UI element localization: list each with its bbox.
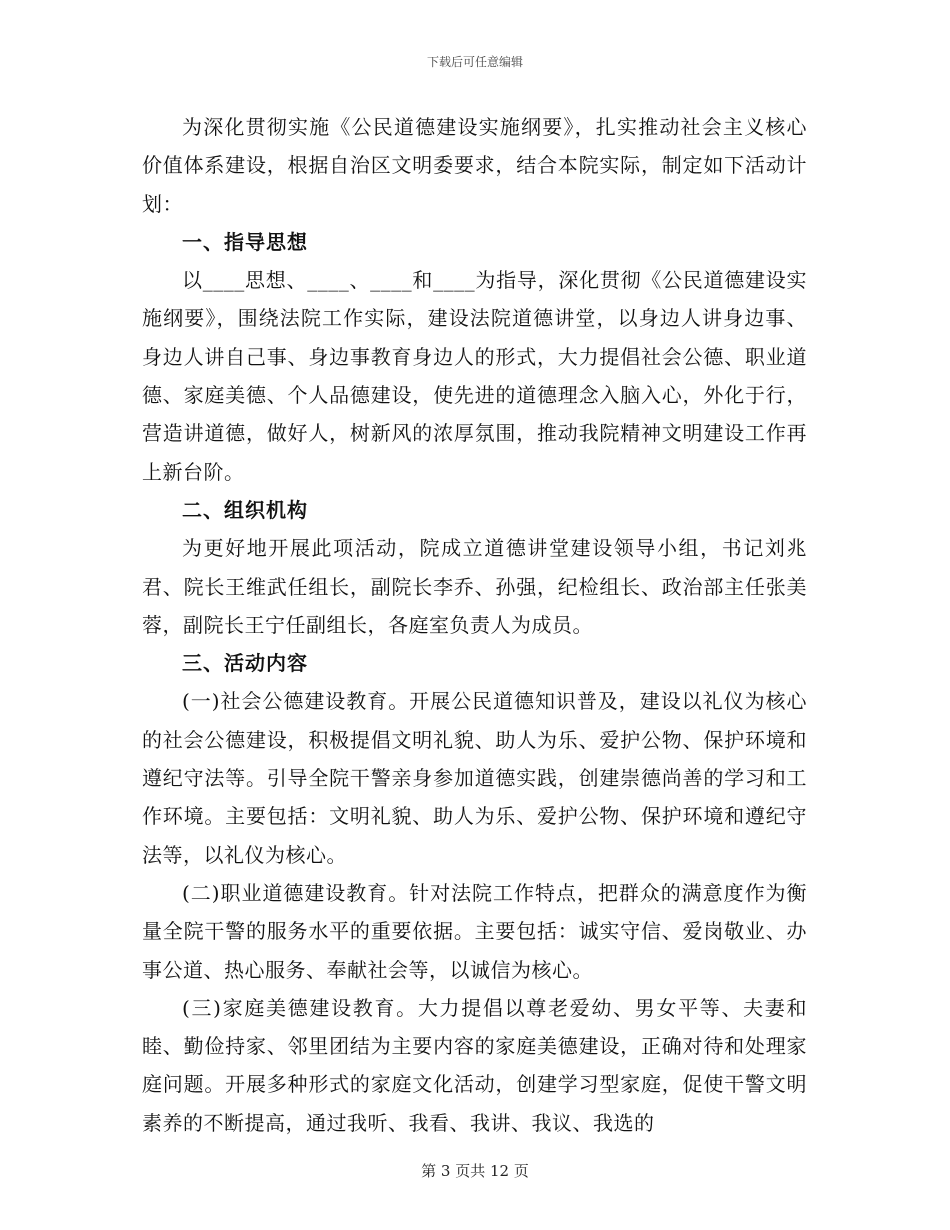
section-heading-organization: 二、组织机构 [182,497,308,522]
section-heading-guiding-ideology: 一、指导思想 [182,229,308,254]
organization-paragraph: 为更好地开展此项活动，院成立道德讲堂建设领导小组，书记刘兆君、院长王维武任组长，副院长李乔、孙强，纪检组长、政治部主任张美蓉，副院长王宁任副组长，各庭室负责人为成员。 [142,536,807,637]
header-note: 下载后可任意编辑 [426,55,523,69]
activity-item-family-virtues: (三)家庭美德建设教育。大力提倡以尊老爱幼、男女平等、夫妻和睦、勤俭持家、邻里团结为主要内容的家庭美德建设，正确对待和处理家庭问题。开展多种形式的家庭文化活动，创建学习型家庭，促使干警文明素养的不断提高，通过我听、我看、我讲、我议、我选的 [142,995,807,1135]
section-heading-activities: 三、活动内容 [182,651,308,676]
page-number: 第 3 页共 12 页 [421,1162,529,1180]
guiding-ideology-paragraph: 以____思想、____、____和____为指导，深化贯彻《公民道德建设实施纲要》，围绕法院工作实际，建设法院道德讲堂，以身边人讲身边事、身边人讲自己事、身边事教育身边人的形式，大力提倡社会公德、职业道德、家庭美德、个人品德建设，使先进的道德理念入脑入心，外化于行，营造讲道德，做好人，树新风的浓厚氛围，推动我院精神文明建设工作再上新台阶。 [142,268,807,484]
activity-item-social-morality: (一)社会公德建设教育。开展公民道德知识普及，建设以礼仪为核心的社会公德建设，积极提倡文明礼貌、助人为乐、爱护公物、保护环境和遵纪守法等。引导全院干警亲身参加道德实践，创建崇德尚善的学习和工作环境。主要包括：文明礼貌、助人为乐、爱护公物、保护环境和遵纪守法等，以礼仪为核心。 [142,689,807,867]
intro-paragraph: 为深化贯彻实施《公民道德建设实施纲要》，扎实推动社会主义核心价值体系建设，根据自治区文明委要求，结合本院实际，制定如下活动计划： [142,115,807,216]
activity-item-professional-ethics: (二)职业道德建设教育。针对法院工作特点，把群众的满意度作为衡量全院干警的服务水平的重要依据。主要包括：诚实守信、爱岗敬业、办事公道、热心服务、奉献社会等，以诚信为核心。 [142,880,807,982]
document-body [142,108,807,1142]
